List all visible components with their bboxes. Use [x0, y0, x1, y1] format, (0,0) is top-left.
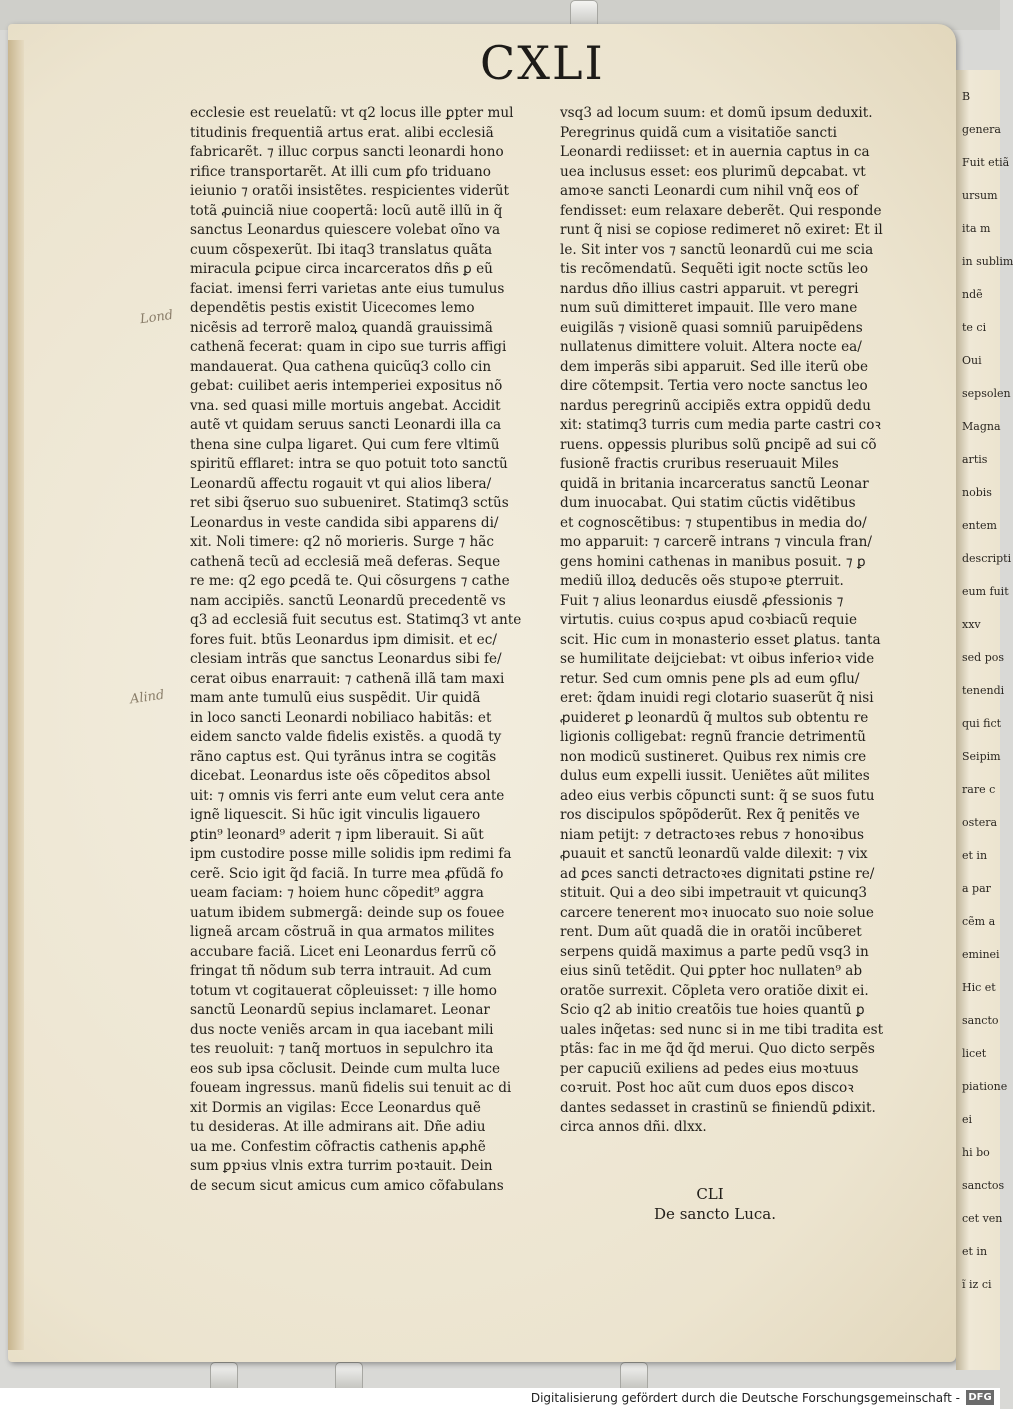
text-line: dus nocte veniẽs arcam in qua iacebant mili [190, 1021, 494, 1038]
text-line: cerẽ. Scio igit q̃d faciã. In turre mea ꝓfũdã fo [190, 865, 504, 882]
next-page-fragment: qui fict [962, 717, 1002, 730]
text-line: fendisset: eum relaxare deberẽt. Qui responde [560, 202, 882, 219]
next-page-fragment: Hic et [962, 981, 996, 994]
next-page-fragment: eum fuit [962, 585, 1009, 598]
text-line: ptãs: fac in me q̃d q̃d merui. Quo dicto serpẽs [560, 1041, 875, 1057]
next-page-fragment: sanctos [962, 1179, 1005, 1192]
next-page-edge [956, 70, 1013, 1370]
text-line: sanctũ Leonardũ sepius inclamaret. Leonar [190, 1002, 490, 1018]
text-line: rent. Dum aũt quadã die in oratõi incũberet [560, 924, 862, 940]
margin-note: Lond [139, 307, 175, 328]
text-line: uit: ⁊ omnis vis ferri ante eum velut cera ante [190, 787, 505, 804]
next-page-fragment: Seipim [962, 750, 1001, 763]
text-line: faciat. imensi ferri varietas ante eius tumulus [190, 280, 505, 297]
next-page-fragment: piatione [962, 1080, 1008, 1093]
text-line: ꝓuauit et sanctũ leonardũ valde dilexit: ⁊ vix [560, 846, 868, 862]
chapter-start [560, 1185, 900, 1223]
text-line: xit Dormis an vigilas: Ecce Leonardus quẽ [190, 1099, 481, 1116]
text-line: ipm custodire posse mille solidis ipm redimi fa [190, 846, 512, 862]
next-page-fragment: et in [962, 849, 988, 862]
text-line: eos sub ipsa cõclusit. Deinde cum multa luce [190, 1060, 501, 1077]
text-line: ret sibi q̃seruo suo subueniret. Statimq3 sctũs [190, 495, 509, 511]
text-line: circa annos dñi. dlxx. [560, 1119, 707, 1135]
text-line: rãno captus est. Qui tyrãnus intra se cogitãs [190, 748, 497, 765]
text-line: mandauerat. Qua cathena quicũq3 collo cin [190, 358, 492, 375]
text-line: tes reuoluit: ⁊ tanq̃ mortuos in sepulchro ita [190, 1041, 494, 1057]
text-line: gebat: cuilibet aeris intemperiei expositus nõ [190, 378, 503, 394]
margin-note: Alind [129, 687, 166, 708]
text-line: Leonardus in veste candida sibi apparens di/ [190, 514, 499, 531]
text-line: coꝛruit. Post hoc aũt cum duos eꝑos discoꝛ [560, 1080, 854, 1096]
text-column-left [190, 104, 535, 1196]
text-line: euigilãs ⁊ visionẽ quasi somniũ paruipẽdens [560, 319, 863, 336]
text-line: Leonardi rediisset: et in auernia captus in ca [560, 144, 870, 160]
text-line: quidã in britania incarceratus sanctũ Leonar [560, 475, 869, 492]
next-page-fragment: sepsolen [962, 387, 1011, 400]
text-line: clesiam intrãs que sanctus Leonardus sibi fe/ [190, 651, 502, 667]
text-line: xit. Noli timere: q2 nõ morieris. Surge ⁊ hãc [190, 534, 494, 550]
chapter-numeral: CLI [696, 1185, 724, 1203]
next-page-fragment: ostera [962, 816, 998, 829]
text-line: dire cõtempsit. Tertia vero nocte sanctus leo [560, 378, 868, 394]
next-page-fragment: entem [962, 519, 997, 532]
text-line: vsq3 ad locum suum: et domũ ipsum deduxit. [560, 105, 873, 121]
text-line: ꝑtin⁹ leonard⁹ aderit ⁊ ipm liberauit. Si aũt [190, 826, 484, 843]
text-line: titudinis frequentiã artus erat. alibi ecclesiã [190, 124, 494, 141]
text-line: fores fuit. btũs Leonardus ipm dimisit. et ec/ [190, 631, 497, 648]
text-line: mam ante tumulũ eius suspẽdit. Uir quidã [190, 690, 481, 706]
text-line: sanctus Leonardus quiescere volebat oĩno va [190, 222, 501, 238]
next-page-fragment: xxv [962, 618, 981, 631]
next-page-fragment: ei [962, 1113, 973, 1126]
text-line: le. Sit inter vos ⁊ sanctũ leonardũ cui me scia [560, 241, 874, 258]
text-line: et cognoscẽtibus: ⁊ stupentibus in media do/ [560, 514, 867, 531]
next-page-fragment: B [962, 90, 971, 103]
text-line: dum inuocabat. Qui statim cũctis vidẽtibus [560, 495, 856, 511]
text-line: Fuit ⁊ alius leonardus eiusdẽ ꝓfessionis ⁊ [560, 592, 844, 609]
next-page-fragment: nobis [962, 486, 992, 499]
text-line: cerat oibus enarrauit: ⁊ cathenã illã tam maxi [190, 670, 505, 687]
text-line: uea inclusus esset: eos plurimũ deꝑcabat. vt [560, 163, 866, 180]
text-line: per capuciũ exiliens ad pedes eius moꝛtuus [560, 1060, 859, 1077]
dfg-logo: DFG [966, 1390, 994, 1405]
text-line: adeo eius verbis cõpuncti sunt: q̃ se suos futu [560, 787, 875, 804]
text-line: dantes sedasset in crastinũ se finiendũ ꝑdixit. [560, 1099, 876, 1116]
text-line: nardus dño illius castri apparuit. vt peregri [560, 280, 859, 297]
text-line: ligionis colligebat: regnũ francie detrimentũ [560, 729, 866, 745]
next-page-fragment: rare c [962, 783, 996, 796]
text-line: tu desideras. At ille admirans ait. Dñe adiu [190, 1119, 486, 1135]
text-line: cathenã tecũ ad ecclesiã meã deferas. Seque [190, 553, 501, 570]
text-line: cuum cõspexerũt. Ibi itaq3 translatus quãta [190, 241, 493, 258]
next-page-fragment: in sublim [962, 255, 1013, 268]
text-line: accubare faciã. Licet eni Leonardus ferrũ cõ [190, 943, 497, 960]
next-page-fragment: te ci [962, 321, 987, 334]
text-line: ꝓuideret ꝑ leonardũ q̃ multos sub obtentu re [560, 709, 869, 726]
text-line: ligneã arcam cõstruã in qua armatos milites [190, 924, 495, 940]
text-line: scit. Hic cum in monasterio esset ꝑlatus. tanta [560, 631, 881, 648]
text-line: virtutis. cuius coꝛpus apud coꝛbiacũ requie [560, 612, 857, 628]
text-line: fabricarẽt. ⁊ illuc corpus sancti leonardi hono [190, 144, 504, 160]
text-line: de secum sicut amicus cum amico cõfabulans [190, 1177, 504, 1194]
text-line: dem imperãs sibi apparuit. Sed ille iterũ obe [560, 358, 869, 375]
text-line: thena sine culpa ligaret. Qui cum fere vltimũ [190, 436, 500, 453]
text-line: in loco sancti Leonardi nobiliaco habitãs: et [190, 709, 492, 726]
text-line: runt q̃ nisi se copiose redimeret nõ exiret: Et il [560, 222, 883, 238]
text-line: carcere tenerent moꝛ inuocato suo noie solue [560, 904, 874, 921]
text-line: dicebat. Leonardus iste oẽs cõpeditos absol [190, 768, 491, 784]
text-line: niam petijt: ⁊ detractoꝛes rebus ⁊ honoꝛibus [560, 826, 865, 843]
text-line: uales inq̃etas: sed nunc si in me tibi tradita est [560, 1021, 884, 1038]
text-line: Leonardũ affectu rogauit vt qui alios libera/ [190, 475, 492, 492]
text-line: retur. Sed cum omnis pene ꝑls ad eum ꝯflu/ [560, 670, 860, 687]
next-page-fragment: Oui [962, 354, 982, 367]
text-line: ruens. opꝑessis pluribus solũ ꝑncipẽ ad sui cõ [560, 436, 877, 453]
text-line: nicẽsis ad terrorẽ maloꝝ quandã grauissimã [190, 319, 493, 336]
text-line: amoꝛe sancti Leonardi cum nihil vnq̃ eos of [560, 183, 859, 199]
text-line: mediũ illoꝝ deducẽs oẽs stupoꝛe ꝑterruit. [560, 573, 844, 589]
next-page-fragment: cet ven [962, 1212, 1003, 1225]
text-line: eius sinũ tetẽdit. Qui ꝑpter hoc nullaten⁹ ab [560, 963, 863, 979]
text-line: cathenã fecerat: quam in cipo sue turris affigi [190, 339, 507, 355]
text-line: nam accipiẽs. sanctũ Leonardũ precedentẽ vs [190, 592, 506, 609]
next-page-fragment: ita m [962, 222, 991, 235]
text-line: non modicũ sustineret. Quibus rex nimis cre [560, 748, 867, 765]
text-line: sum ꝑpꝛius vlnis extra turrim poꝛtauit. Dein [190, 1158, 493, 1174]
next-page-fragment: ndẽ [962, 288, 983, 301]
footer-bar [0, 1388, 1000, 1409]
next-page-fragment: artis [962, 453, 988, 466]
text-line: Peregrinus quidã cum a visitatiõe sancti [560, 124, 837, 141]
next-page-fragment: eminei [962, 948, 1000, 961]
text-line: re me: q2 ego ꝑcedã te. Qui cõsurgens ⁊ cathe [190, 573, 510, 589]
text-line: uatum ibidem submergã: deinde sup os fouee [190, 904, 505, 921]
text-line: xit: statimq3 turris cum media parte castri coꝛ [560, 417, 881, 433]
next-page-fragment: ursum [962, 189, 998, 202]
next-page-fragment: Magna [962, 420, 1001, 433]
text-line: mo apparuit: ⁊ carcerẽ intrans ⁊ vincula fran/ [560, 534, 872, 550]
next-page-fragment: ĩ iz ci [962, 1278, 992, 1291]
next-page-fragment: genera [962, 123, 1001, 136]
text-line: vna. sed quasi mille mortuis angebat. Accidit [190, 397, 501, 414]
text-line: tis recõmendatũ. Sequẽti igit nocte sctũs leo [560, 261, 869, 277]
next-page-fragment: tenendi [962, 684, 1005, 697]
text-line: num suũ dimitteret impauit. Ille vero mane [560, 300, 858, 316]
text-line: oratõe surrexit. Cõpleta vero oratiõe dixit ei. [560, 982, 869, 999]
text-line: ros discipulos spõpõderũt. Rex q̃ penitẽs ve [560, 807, 860, 823]
funding-credit: Digitalisierung gefördert durch die Deutsche Forschungsgemeinschaft - [530, 1391, 960, 1405]
next-page-fragment: et in [962, 1245, 988, 1258]
text-line: dependẽtis pestis existit Uicecomes lemo [190, 300, 475, 316]
text-line: fusionẽ fractis cruribus reseruauit Miles [560, 456, 839, 472]
next-page-fragment: cẽm a [962, 915, 996, 928]
next-page-fragment: a par [962, 882, 991, 895]
text-line: ua me. Confestim cõfractis cathenis apꝓhẽ [190, 1138, 486, 1155]
text-line: nardus peregrinũ accipiẽs extra oppidũ dedu [560, 397, 871, 414]
page-gutter-edge [8, 40, 24, 1350]
text-line: q3 ad ecclesiã fuit secutus est. Statimq3 vt ante [190, 612, 522, 628]
text-line: foueam ingressus. manũ fidelis sui tenuit ac di [190, 1080, 512, 1096]
next-page-fragment: sancto [962, 1014, 999, 1027]
text-line: eret: q̃dam inuidi regi clotario suaserũt q̃ nisi [560, 690, 874, 706]
text-line: ueam faciam: ⁊ hoiem hunc cõpedit⁹ aggra [190, 885, 484, 901]
text-line: gens homini cathenas in manibus posuit. ⁊ ꝑ [560, 553, 866, 570]
text-line: stituit. Qui a deo sibi impetrauit vt quicunq3 [560, 885, 868, 901]
text-line: autẽ vt quidam seruus sancti Leonardi illa ca [190, 417, 502, 433]
text-line: eidem sancto valde fidelis existẽs. a quodã ty [190, 729, 502, 745]
next-page-fragment: descripti [962, 552, 1012, 565]
text-line: fringat tñ nõdum sub terra intrauit. Ad cum [190, 963, 492, 979]
text-line: Scio q2 ab initio creatõis tue hoies quantũ ꝑ [560, 1002, 865, 1018]
text-line: ieiunio ⁊ oratõi insistẽtes. respicientes viderũt [190, 183, 509, 199]
text-line: ignẽ liquescit. Si hũc igit vinculis ligauero [190, 807, 481, 823]
text-line: totum vt cogitauerat cõpleuisset: ⁊ ille homo [190, 982, 497, 999]
text-line: spiritũ efflaret: intra se quo potuit toto sanctũ [190, 456, 508, 472]
text-line: dulus eum expelli iussit. Ueniẽtes aũt milites [560, 768, 870, 784]
next-page-fragment: hi bo [962, 1146, 990, 1159]
folio-number: CXLI [480, 36, 605, 90]
next-page-fragment: licet [962, 1047, 987, 1060]
text-line: miracula ꝑcipue circa incarceratos dñs ꝑ eũ [190, 261, 493, 277]
text-line: totã ꝓuinciã niue coopertã: locũ autẽ illũ in q̃ [190, 202, 503, 219]
text-line: ecclesie est reuelatũ: vt q2 locus ille ꝑpter mul [190, 105, 514, 121]
text-line: se humilitate deijciebat: vt oibus inferioꝛ vide [560, 651, 875, 667]
text-line: serpens quidã maximus a parte pedũ vsq3 in [560, 943, 869, 960]
next-page-fragment: sed pos [962, 651, 1005, 664]
text-line: ad ꝑces sancti detractoꝛes dignitati ꝑstine re/ [560, 865, 875, 882]
text-line: rifice transportarẽt. At illi cum ꝑfo triduano [190, 163, 491, 180]
text-column-right [560, 104, 900, 1138]
chapter-heading: De sancto Luca. [654, 1205, 776, 1223]
text-line: nullatenus dimittere voluit. Altera nocte ea/ [560, 339, 862, 355]
next-page-fragment: Fuit etiã [962, 156, 1010, 169]
